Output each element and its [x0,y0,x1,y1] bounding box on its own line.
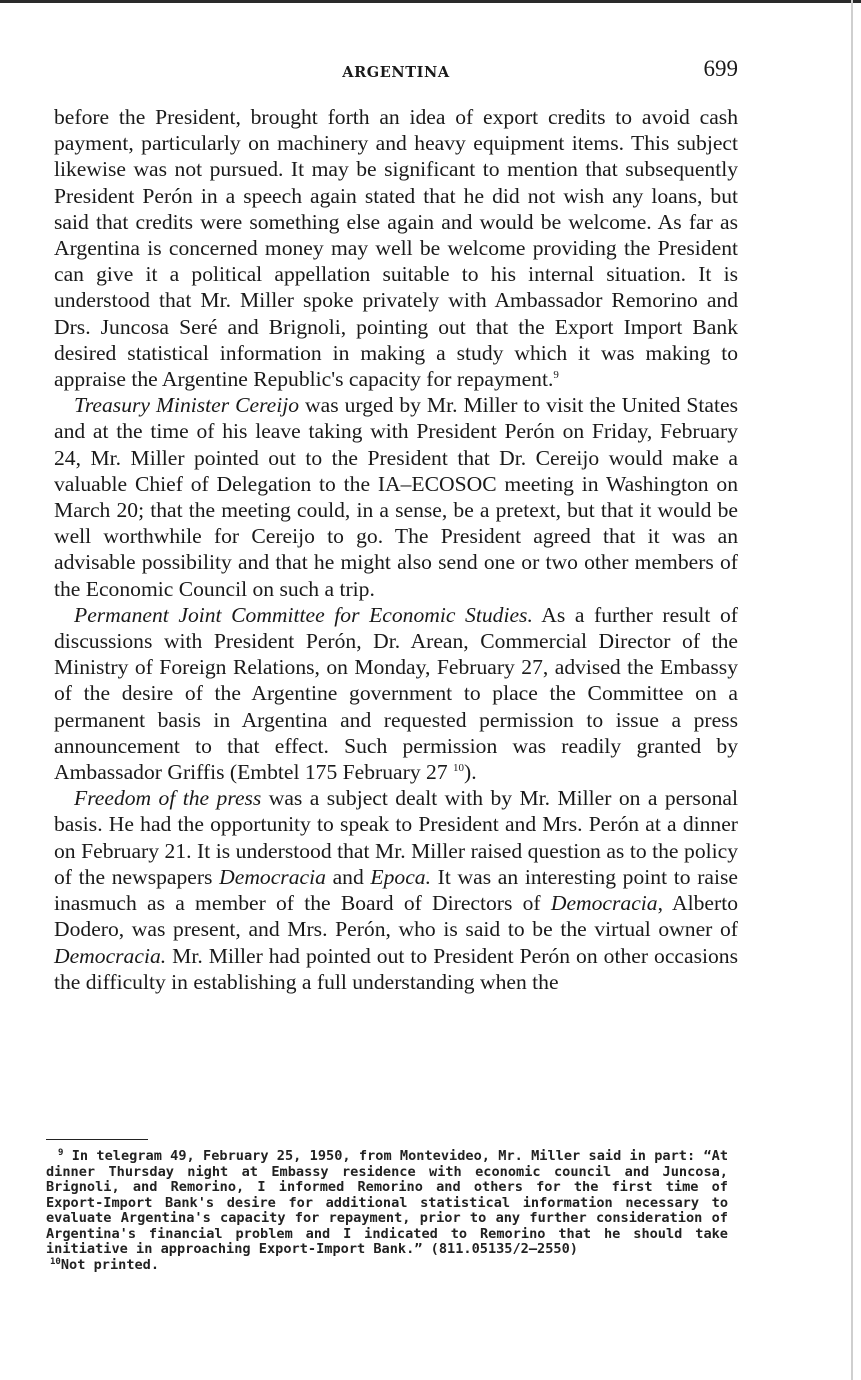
paragraph-tail: ). [464,760,477,785]
footnote-mark: 10 [50,1256,61,1267]
page-number: 699 [703,56,738,81]
page-right-edge [851,0,853,1380]
newspaper-name: Epoca. [370,864,431,889]
newspaper-name: Democracia [219,864,326,889]
paragraph-treasury-minister [54,392,738,602]
paragraph-text: and [325,864,371,889]
newspaper-name: Democracia. [54,943,167,968]
paragraph-permanent-committee [54,602,738,785]
running-head: ARGENTINA [342,64,450,81]
footnotes [46,1149,728,1273]
paragraph-lead-italic: Permanent Joint Committee for Economic Studies. [74,602,533,627]
footnote-10 [46,1258,728,1274]
paragraph-text: Mr. Miller had pointed out to President Perón on other occasions the difficulty in establishing a full understanding when the [54,943,738,994]
footnote-text: Not printed. [60,1256,160,1273]
paragraph-text: It was an interesting point to raise inasmuch as a member of the Board of Directors of [54,864,738,916]
footnote-rule [46,1139,148,1140]
paragraph-text: was a subject dealt with by Mr. Miller on a personal basis. He had the opportunity to speak to President and Mrs. Perón at a dinner on February 21. It is understood that Mr. Miller raised question as to the policy of the newspapers [54,786,738,889]
footnote-mark: 9 [58,1148,64,1158]
newspaper-name: Democracia [550,891,658,916]
paragraph-text: As a further result of discussions with President Perón, Dr. Arean, Commercial Director of the Ministry of Foreign Relations, on Monday, February 27, advised the Embassy of the desire of the Argentine government to place the Committee on a permanent basis in Argentina and requested permission to issue a press announcement to that effect. Such permission was readily granted by Ambassador Griffis (Embtel 175 February 27 [54,602,738,785]
paragraph-text: , Alberto Dodero, was present, and Mrs. Perón, who is said to be the virtual owner of [54,891,738,942]
page-top-edge [0,0,861,3]
paragraph-freedom-of-press [54,785,738,995]
paragraph-lead-italic: Treasury Minister Cereijo [74,393,300,418]
paragraph-text: before the President, brought forth an idea of export credits to avoid cash payment, particularly on machinery and heavy equipment items. This subject likewise was not pursued. It may be significant to mention that subsequently President Perón in a speech again stated that he did not wish any loans, but said that credits were something else again and would be welcome. As far as Argentina is concerned money may well be welcome providing the President can give it a political appellation suitable to his internal situation. It is understood that Mr. Miller spoke privately with Ambassador Remorino and Drs. Juncosa Seré and Brignoli, pointing out that the Export Import Bank desired statistical information in making a study which it was making to appraise the Argentine Republic's capacity for repayment. [54,105,738,392]
paragraph-continued [54,104,738,392]
page-header [54,56,738,92]
paragraph-text: was urged by Mr. Miller to visit the United States and at the time of his leave taking with President Perón on Friday, February 24, Mr. Miller pointed out to the President that Dr. Cereijo would make a valuable Chief of Delegation to the IA–ECOSOC meeting in Washington on March 20; that the meeting could, in a sense, be a pretext, but that it would be well worthwhile for Cereijo to go. The President agreed that it was an advisable possibility and that he might also send one or two other members of the Economic Council on such a trip. [54,393,738,601]
footnote-text: In telegram 49, February 25, 1950, from Montevideo, Mr. Miller said in part: “At dinner Thursday night at Embassy residence with economic council and Juncosa, Brignoli, and Remorino, I informed Remorino and others for the first time of Export-Import Bank's desire for additional statistical information necessary to evaluate Argentina's capacity for repayment, prior to any further consideration of Argentina's financial problem and I indicated to Remorino that he should take initiative in approaching Export-Import Bank.” (811.05135/2–2550) [46,1148,729,1257]
body-text [54,104,738,995]
paragraph-lead-italic: Freedom of the press [74,786,262,811]
footnote-reference: 9 [553,369,559,382]
footnote-reference: 10 [453,762,465,775]
footnote-9 [46,1149,728,1258]
